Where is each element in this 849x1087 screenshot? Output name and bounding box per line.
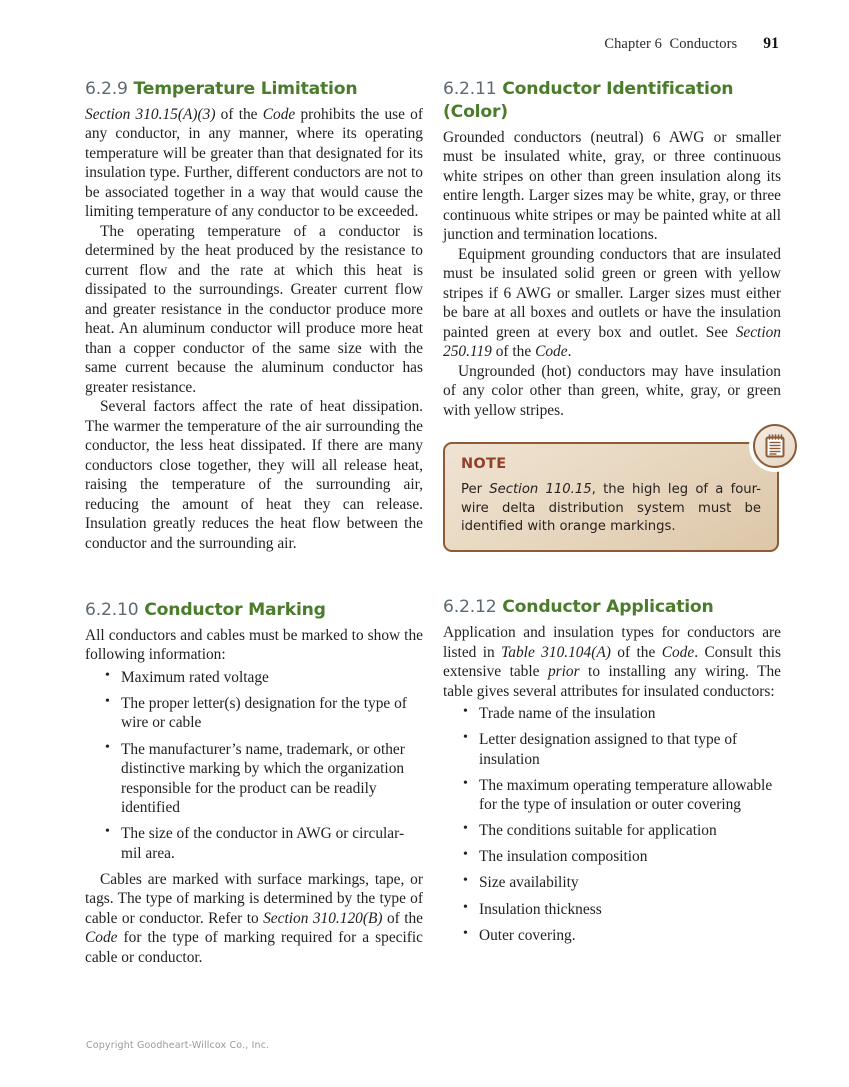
note-callout (443, 442, 779, 552)
paragraph: Several factors affect the rate of heat dissipation. The warmer the temperature of the air surrounding the conductor, the less heat dissipated. If there are many conductors close together, they will all release heat, raising the temperature of the surrounding air, reducing the amount of heat they can release. Insulation greatly reduces the heat flow between the conductor and the surrounding air. (85, 398, 423, 552)
list-item: • The maximum operating temperature allowable for the type of insulation or outer covering (463, 776, 781, 815)
section-6210-intro (85, 626, 423, 665)
right-column (443, 78, 781, 988)
paragraph: Application and insulation types for conductors are listed in Table 310.104(A) of the Code. Consult this extensive table prior to installing any wiring. The table gives several attributes for insulated conductors: (443, 624, 781, 700)
section-spacer (85, 553, 423, 563)
list-item: • The size of the conductor in AWG or circular-mil area. (105, 824, 423, 863)
note-section-spacer (443, 552, 781, 596)
section-number: 6.2.11 (443, 79, 497, 99)
list-item: • Maximum rated voltage (105, 668, 423, 688)
paragraph: Equipment grounding conductors that are insulated must be insulated solid green or green with yellow stripes if 6 AWG or smaller. Larger sizes must either be bare at all boxes and outlets or have the insulation painted green at every box and outlet. See Section 250.119 of the Code. (443, 245, 781, 361)
section-title: Conductor Application (502, 597, 714, 618)
list-item: • Insulation thickness (463, 900, 781, 920)
paragraph: All conductors and cables must be marked to show the following information: (85, 626, 423, 664)
note-box (443, 442, 779, 552)
section-heading-6-2-12 (443, 596, 781, 619)
section-heading-6-2-9 (85, 78, 423, 101)
list-item: • Outer covering. (463, 926, 781, 946)
paragraph: Cables are marked with surface markings, tape, or tags. The type of marking is determined by the type of cable or conductor. Refer to Section 310.120(B) of the Code for the type of marking required for a specific cable or conductor. (85, 870, 423, 966)
list-item: • The proper letter(s) designation for the type of wire or cable (105, 694, 423, 733)
section-heading-6-2-10 (85, 599, 423, 622)
page-number: 91 (763, 35, 779, 52)
section-number: 6.2.10 (85, 600, 139, 621)
list-item: • Size availability (463, 873, 781, 893)
conductor-marking-list (85, 668, 423, 864)
section-number: 6.2.9 (85, 79, 128, 99)
paragraph: Ungrounded (hot) conductors may have insulation of any color other than green, white, gray, or green with yellow stripes. (443, 362, 781, 419)
list-item: • The conditions suitable for application (463, 821, 781, 841)
section-title: Temperature Limitation (133, 79, 358, 99)
section-heading-6-2-11 (443, 78, 781, 124)
two-column-body (85, 78, 781, 988)
list-item: • Letter designation assigned to that type of insulation (463, 730, 781, 769)
section-6211-body (443, 128, 781, 420)
paragraph: Section 310.15(A)(3) of the Code prohibits the use of any conductor, in any manner, where its operating temperature will be greater than that designated for its insulation type. Further, different conductors are not to be associated together in a way that would cause the limiting temperature of any conductor to be exceeded. (85, 105, 423, 221)
note-title: NOTE (461, 456, 507, 473)
conductor-application-list (443, 704, 781, 945)
chapter-label: Chapter 6 Conductors (604, 36, 738, 52)
list-item: • The insulation composition (463, 847, 781, 867)
notepad-icon (753, 424, 797, 468)
column-balance-spacer (85, 563, 423, 599)
section-629-body (85, 105, 423, 553)
list-item: • Trade name of the insulation (463, 704, 781, 724)
section-title: Conductor Marking (144, 600, 326, 621)
list-item: • The manufacturer’s name, trademark, or other distinctive marking by which the organization responsible for the product can be readily identified (105, 740, 423, 818)
footer-copyright: Copyright Goodheart-Willcox Co., Inc. (86, 1040, 270, 1051)
running-head (604, 35, 779, 53)
paragraph: Grounded conductors (neutral) 6 AWG or smaller must be insulated white, gray, or three continuous white stripes on other than green insulation along its entire length. Larger sizes may be white, gray, or three continuous white stripes or may be painted white at all junction and termination locations. (443, 128, 781, 244)
section-title: Conductor Identification (Color) (443, 79, 734, 122)
paragraph: The operating temperature of a conductor is determined by the heat produced by the resistance to current flow and the rate at which this heat is dissipated to the surroundings. Greater current flow and greater resistance in the conductor produce more heat. An aluminum conductor will produce more heat than a copper conductor of the same size with the same current because the aluminum conductor has greater resistance. (85, 222, 423, 396)
left-column (85, 78, 423, 988)
note-text: Per Section 110.15, the high leg of a four-wire delta distribution system must be identified with orange markings. (461, 482, 761, 535)
section-6210-closing (85, 870, 423, 967)
section-number: 6.2.12 (443, 597, 497, 618)
section-6212-intro (443, 623, 781, 701)
